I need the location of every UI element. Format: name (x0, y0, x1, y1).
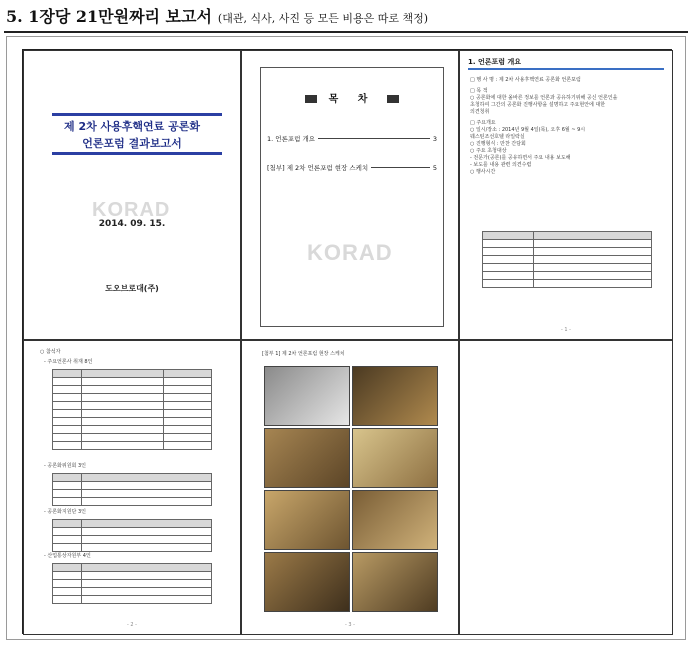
photo-dinner-table (264, 428, 350, 488)
overview-line: ○ 일시/장소 : 2014년 9월 4일(목), 오후 6월 ~ 9시 (470, 127, 586, 133)
empty-cell (459, 340, 673, 635)
heading-title: 5. 1장당 21만원짜리 보고서 (6, 7, 212, 26)
committee-attendee-table (52, 473, 212, 506)
attendee-group-media: - 주요언론사 취재 8인 (44, 359, 93, 365)
page-number: - 1 - (561, 327, 571, 333)
toc-header-label: 목 차 (328, 94, 376, 105)
photo-caption: [첨부 1] 제 2차 언론포럼 현장 스케치 (262, 351, 345, 357)
page-heading (6, 4, 428, 27)
overview-line: 웨스틴조선호텔 라일락실 (470, 134, 525, 140)
overview-line: □ 목 적 (470, 88, 488, 94)
cover-band-bottom (52, 152, 222, 155)
toc-header-block-left (305, 95, 317, 103)
overview-line: □ 주요개요 (470, 120, 496, 126)
attendee-heading: ○ 참석자 (40, 349, 61, 355)
cover-title-line1: 제 2차 사용후핵연료 공론화 (63, 120, 201, 133)
toc-entry-1-label: 1. 언론포럼 개요 (267, 135, 316, 143)
cover-band-top (52, 113, 222, 116)
toc-header-block-right (387, 95, 399, 103)
page-number: - 3 - (345, 622, 355, 628)
photo-name-cards (264, 366, 350, 426)
document-frame (6, 36, 686, 640)
toc-entry-2 (267, 163, 437, 172)
toc-entry-1 (267, 134, 437, 143)
cover-title-line2: 언론포럼 결과보고서 (82, 137, 182, 150)
attendee-group-support: - 공론화지원단 3인 (44, 509, 86, 515)
toc-page-thumbnail (241, 50, 459, 340)
cover-page-thumbnail (23, 50, 241, 340)
toc-entry-2-label: [첨부] 제 2차 언론포럼 현장 스케치 (267, 164, 369, 172)
overview-line: ○ 주요 초청대상 (470, 148, 507, 154)
toc-box (260, 67, 444, 327)
toc-entry-2-page: 5 (432, 163, 437, 172)
cover-date: 2014. 09. 15. (98, 219, 166, 229)
overview-title-rule (468, 68, 664, 70)
photo-sketch-page-thumbnail (241, 340, 459, 635)
cover-organization: 도오브로대(주) (105, 284, 159, 293)
media-attendee-table (52, 369, 212, 450)
page-grid (22, 49, 672, 634)
overview-line: ○ 행사시간 (470, 169, 496, 175)
toc-leader (371, 167, 430, 168)
overview-body (470, 77, 664, 176)
overview-title: 1. 언론포럼 개요 (468, 58, 521, 66)
schedule-table (482, 231, 652, 288)
support-attendee-table (52, 519, 212, 552)
overview-line: □ 행 사 명 : 제 2차 사용후핵연료 공론화 언론포럼 (470, 77, 581, 83)
toc-entry-1-page: 3 (432, 134, 437, 143)
overview-line: ○ 공론화에 대한 올바른 정보를 언론과 공유하기위해 공신 언론인을 (470, 95, 618, 101)
toc-header (261, 90, 443, 105)
overview-line: 의견청취 (470, 109, 490, 115)
photo-round-tables (264, 490, 350, 550)
heading-rule (4, 31, 688, 33)
toc-leader (318, 138, 430, 139)
overview-line: 초청하여 그간의 공론화 진행사항을 설명하고 주요현안에 대한 (470, 102, 606, 108)
photo-attendees (352, 490, 438, 550)
page-number: - 2 - (127, 622, 137, 628)
korad-watermark: KORAD (307, 240, 393, 265)
attendee-page-thumbnail (23, 340, 241, 635)
attendee-group-ministry: - 산업통상자원부 4인 (44, 553, 91, 559)
heading-subtitle: (대관, 식사, 사진 등 모든 비용은 따로 책정) (217, 12, 428, 25)
overview-line: - 보도를 내용 관련 의견수렴 (470, 162, 532, 168)
photo-speaker (352, 366, 438, 426)
overview-line: - 전문가(공론)를 공유하면서 주요 내용 보도해 (470, 155, 571, 161)
photo-hall (264, 552, 350, 612)
photo-group (352, 552, 438, 612)
korad-watermark: KORAD (92, 199, 171, 221)
attendee-group-committee: - 공론화위원회 3인 (44, 463, 86, 469)
overview-line: ○ 진행형식 : 만찬 간담회 (470, 141, 526, 147)
photo-banquet-room (352, 428, 438, 488)
ministry-attendee-table (52, 563, 212, 604)
overview-page-thumbnail (459, 50, 673, 340)
